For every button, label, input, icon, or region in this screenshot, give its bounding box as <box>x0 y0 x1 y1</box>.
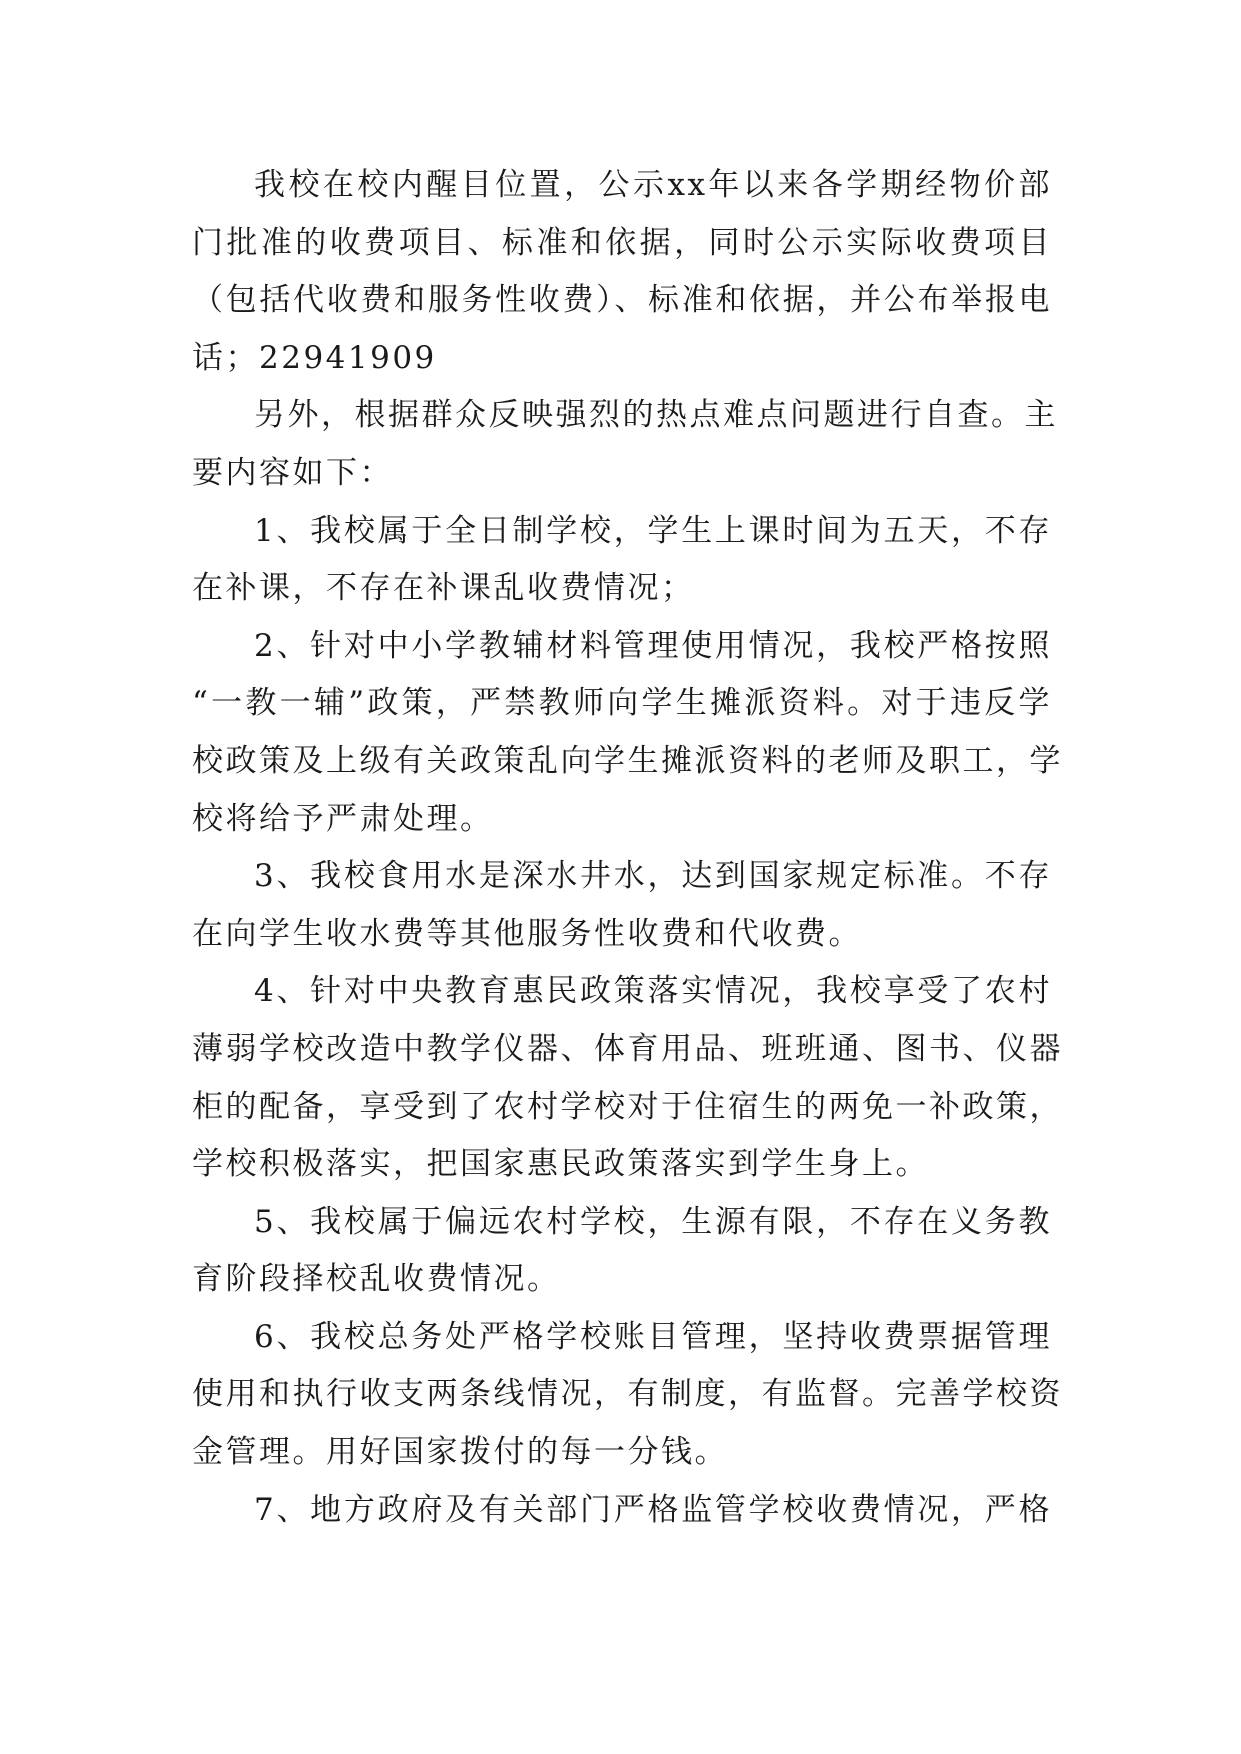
text-line: 校将给予严肃处理。 <box>192 800 494 837</box>
text-line: 门批准的收费项目、标准和依据，同时公示实际收费项目 <box>192 224 1052 261</box>
text-line: 我校在校内醒目位置，公示xx年以来各学期经物价部 <box>254 167 1052 203</box>
text-line: 3、我校食用水是深水井水，达到国家规定标准。不存 <box>254 858 1052 895</box>
text-line: “一教一辅”政策，严禁教师向学生摊派资料。对于违反学 <box>192 685 1052 722</box>
text-line: 使用和执行收支两条线情况，有制度，有监督。完善学校资 <box>192 1376 1063 1413</box>
text-line: 7、地方政府及有关部门严格监管学校收费情况，严格 <box>254 1491 1052 1528</box>
text-line: 1、我校属于全日制学校，学生上课时间为五天，不存 <box>254 512 1052 549</box>
text-line: （包括代收费和服务性收费）、标准和依据，并公布举报电 <box>192 282 1052 319</box>
text-line: 5、我校属于偏远农村学校，生源有限，不存在义务教 <box>254 1203 1052 1240</box>
text-line: 要内容如下： <box>192 454 393 491</box>
text-line: 在向学生收水费等其他服务性收费和代收费。 <box>192 915 862 952</box>
text-line: 话；22941909 <box>192 339 437 376</box>
text-line: 薄弱学校改造中教学仪器、体育用品、班班通、图书、仪器 <box>192 1030 1063 1067</box>
text-line: 柜的配备，享受到了农村学校对于住宿生的两免一补政策， <box>192 1088 1063 1125</box>
text-line: 校政策及上级有关政策乱向学生摊派资料的老师及职工，学 <box>192 742 1063 779</box>
text-line: 6、我校总务处严格学校账目管理，坚持收费票据管理 <box>254 1318 1052 1355</box>
text-line: 在补课，不存在补课乱收费情况； <box>192 570 695 607</box>
text-line: 4、针对中央教育惠民政策落实情况，我校享受了农村 <box>254 973 1052 1010</box>
text-line: 育阶段择校乱收费情况。 <box>192 1261 561 1298</box>
text-line: 另外，根据群众反映强烈的热点难点问题进行自查。主 <box>254 397 1058 434</box>
document-body <box>192 157 1063 1539</box>
text-line: 学校积极落实，把国家惠民政策落实到学生身上。 <box>192 1146 929 1183</box>
text-line: 2、针对中小学教辅材料管理使用情况，我校严格按照 <box>254 627 1052 664</box>
text-line: 金管理。用好国家拨付的每一分钱。 <box>192 1434 728 1471</box>
